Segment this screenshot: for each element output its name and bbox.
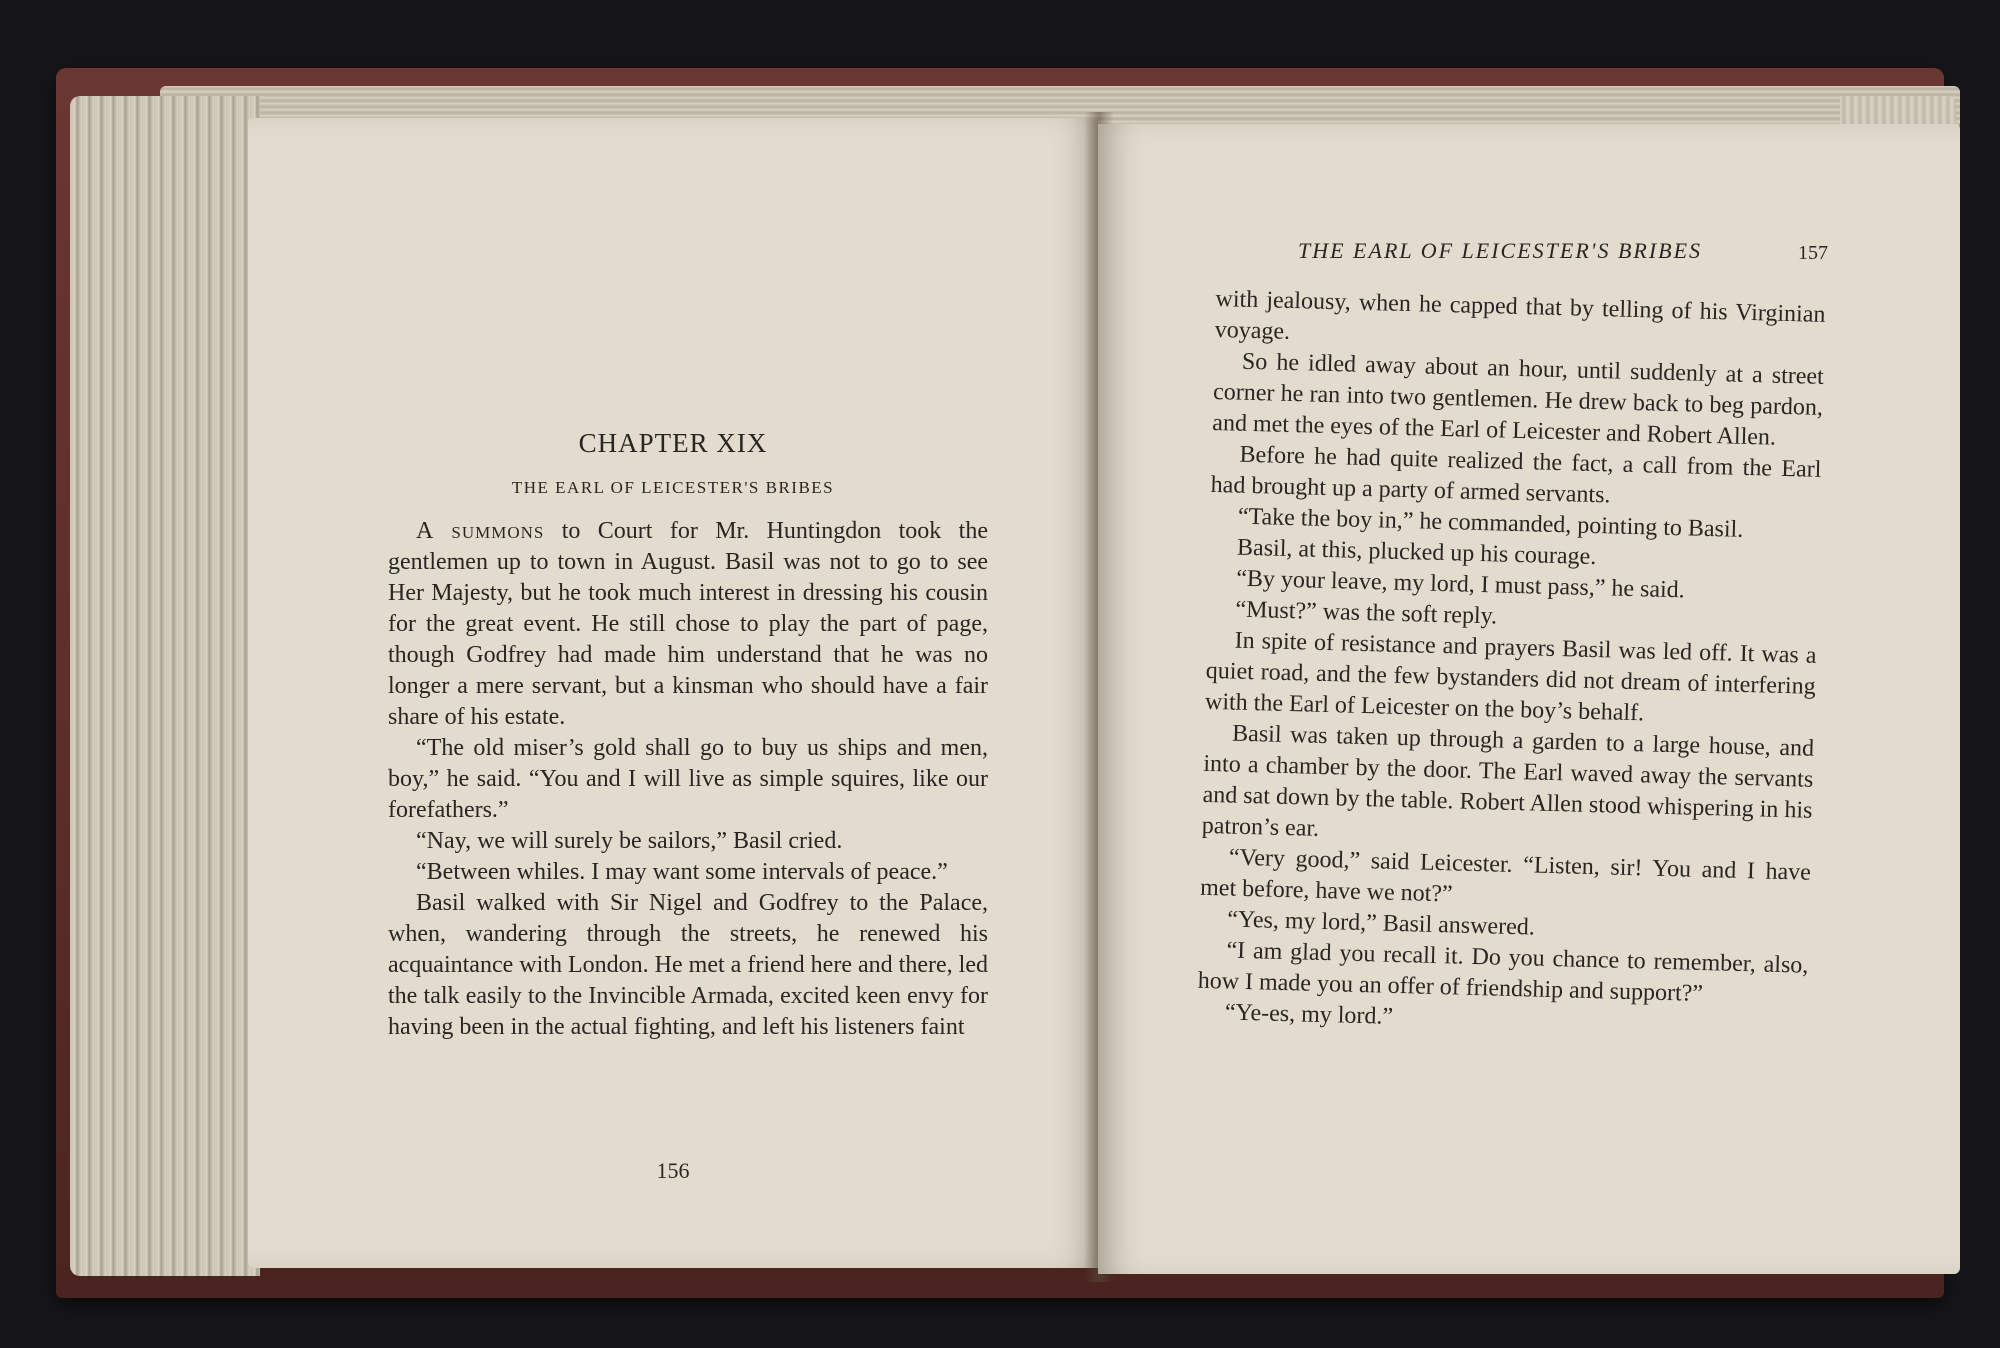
paragraph: “Yes, my lord,” Basil answered. xyxy=(1227,906,1536,941)
paragraph: In spite of resistance and prayers Basil was led off. It was a quiet road, and the few bystanders did not dream of interfering with the Earl of Leicester on the boy’s behalf. xyxy=(1204,627,1817,727)
paragraph: “Take the boy in,” he commanded, pointing to Basil. xyxy=(1237,503,1744,543)
paragraph: with jealousy, when he capped that by telling of his Virginian voyage. xyxy=(1214,285,1826,345)
lead-smallcaps: A summons xyxy=(416,518,545,544)
chapter-subtitle: THE EARL OF LEICESTER'S BRIBES xyxy=(511,478,835,497)
paragraph: “I am glad you recall it. Do you chance to remember, also, how I made you an offer of friendship and support?” xyxy=(1197,937,1809,1007)
paragraph: “Must?” was the soft reply. xyxy=(1235,596,1498,630)
page-number: 157 xyxy=(1798,242,1828,264)
paragraph: “The old miser’s gold shall go to buy us ships and men, boy,” he said. “You and I will live as simple squires, like our forefathers.” xyxy=(388,735,988,823)
page-number: 156 xyxy=(656,1158,690,1183)
paragraph-text: to Court for Mr. Huntingdon took the gentlemen up to town in August. Basil was not to go to see Her Majesty, but he took much interest in dressing his cousin for the great event. He still chose to play the part of page, though Godfrey had made him understand that he was no longer a mere servant, but a kinsman who should have a fair share of his estate. xyxy=(388,518,988,730)
paragraph: “Nay, we will surely be sailors,” Basil cried. xyxy=(416,828,843,854)
paragraph: Basil was taken up through a garden to a large house, and into a chamber by the door. The Earl waved away the servants and sat down by the table. Robert Allen stood whispering in his patron’s ear. xyxy=(1201,720,1815,842)
paragraph: Basil walked with Sir Nigel and Godfrey to the Palace, when, wandering through the streets, he renewed his acquaintance with London. He met a friend here and there, led the talk easily to the Invincible Armada, excited keen envy for having been in the actual fighting, and left his listeners faint xyxy=(388,890,988,1040)
paragraph: Basil, at this, plucked up his courage. xyxy=(1236,534,1597,571)
left-page xyxy=(248,118,1098,1268)
chapter-title: CHAPTER XIX xyxy=(578,428,768,458)
right-page xyxy=(1098,124,1960,1274)
right-page-body xyxy=(1197,284,1826,1044)
paragraph: “Ye-es, my lord.” xyxy=(1224,999,1394,1030)
page-edges-left xyxy=(70,96,260,1276)
paragraph: “By your leave, my lord, I must pass,” he said. xyxy=(1235,565,1686,604)
paragraph: “Very good,” said Leicester. “Listen, sir! You and I have met before, have we not?” xyxy=(1199,844,1812,908)
paragraph: “Between whiles. I may want some intervals of peace.” xyxy=(416,859,948,885)
paragraph xyxy=(388,516,988,733)
paragraph: Before he had quite realized the fact, a call from the Earl had brought up a party of armed servants. xyxy=(1210,441,1822,509)
paragraph: So he idled away about an hour, until suddenly at a street corner he ran into two gentlemen. He drew back to beg pardon, and met the eyes of the Earl of Leicester and Robert Allen. xyxy=(1212,348,1825,451)
running-head-title: THE EARL OF LEICESTER'S BRIBES xyxy=(1298,238,1703,263)
left-page-body xyxy=(388,516,988,1043)
